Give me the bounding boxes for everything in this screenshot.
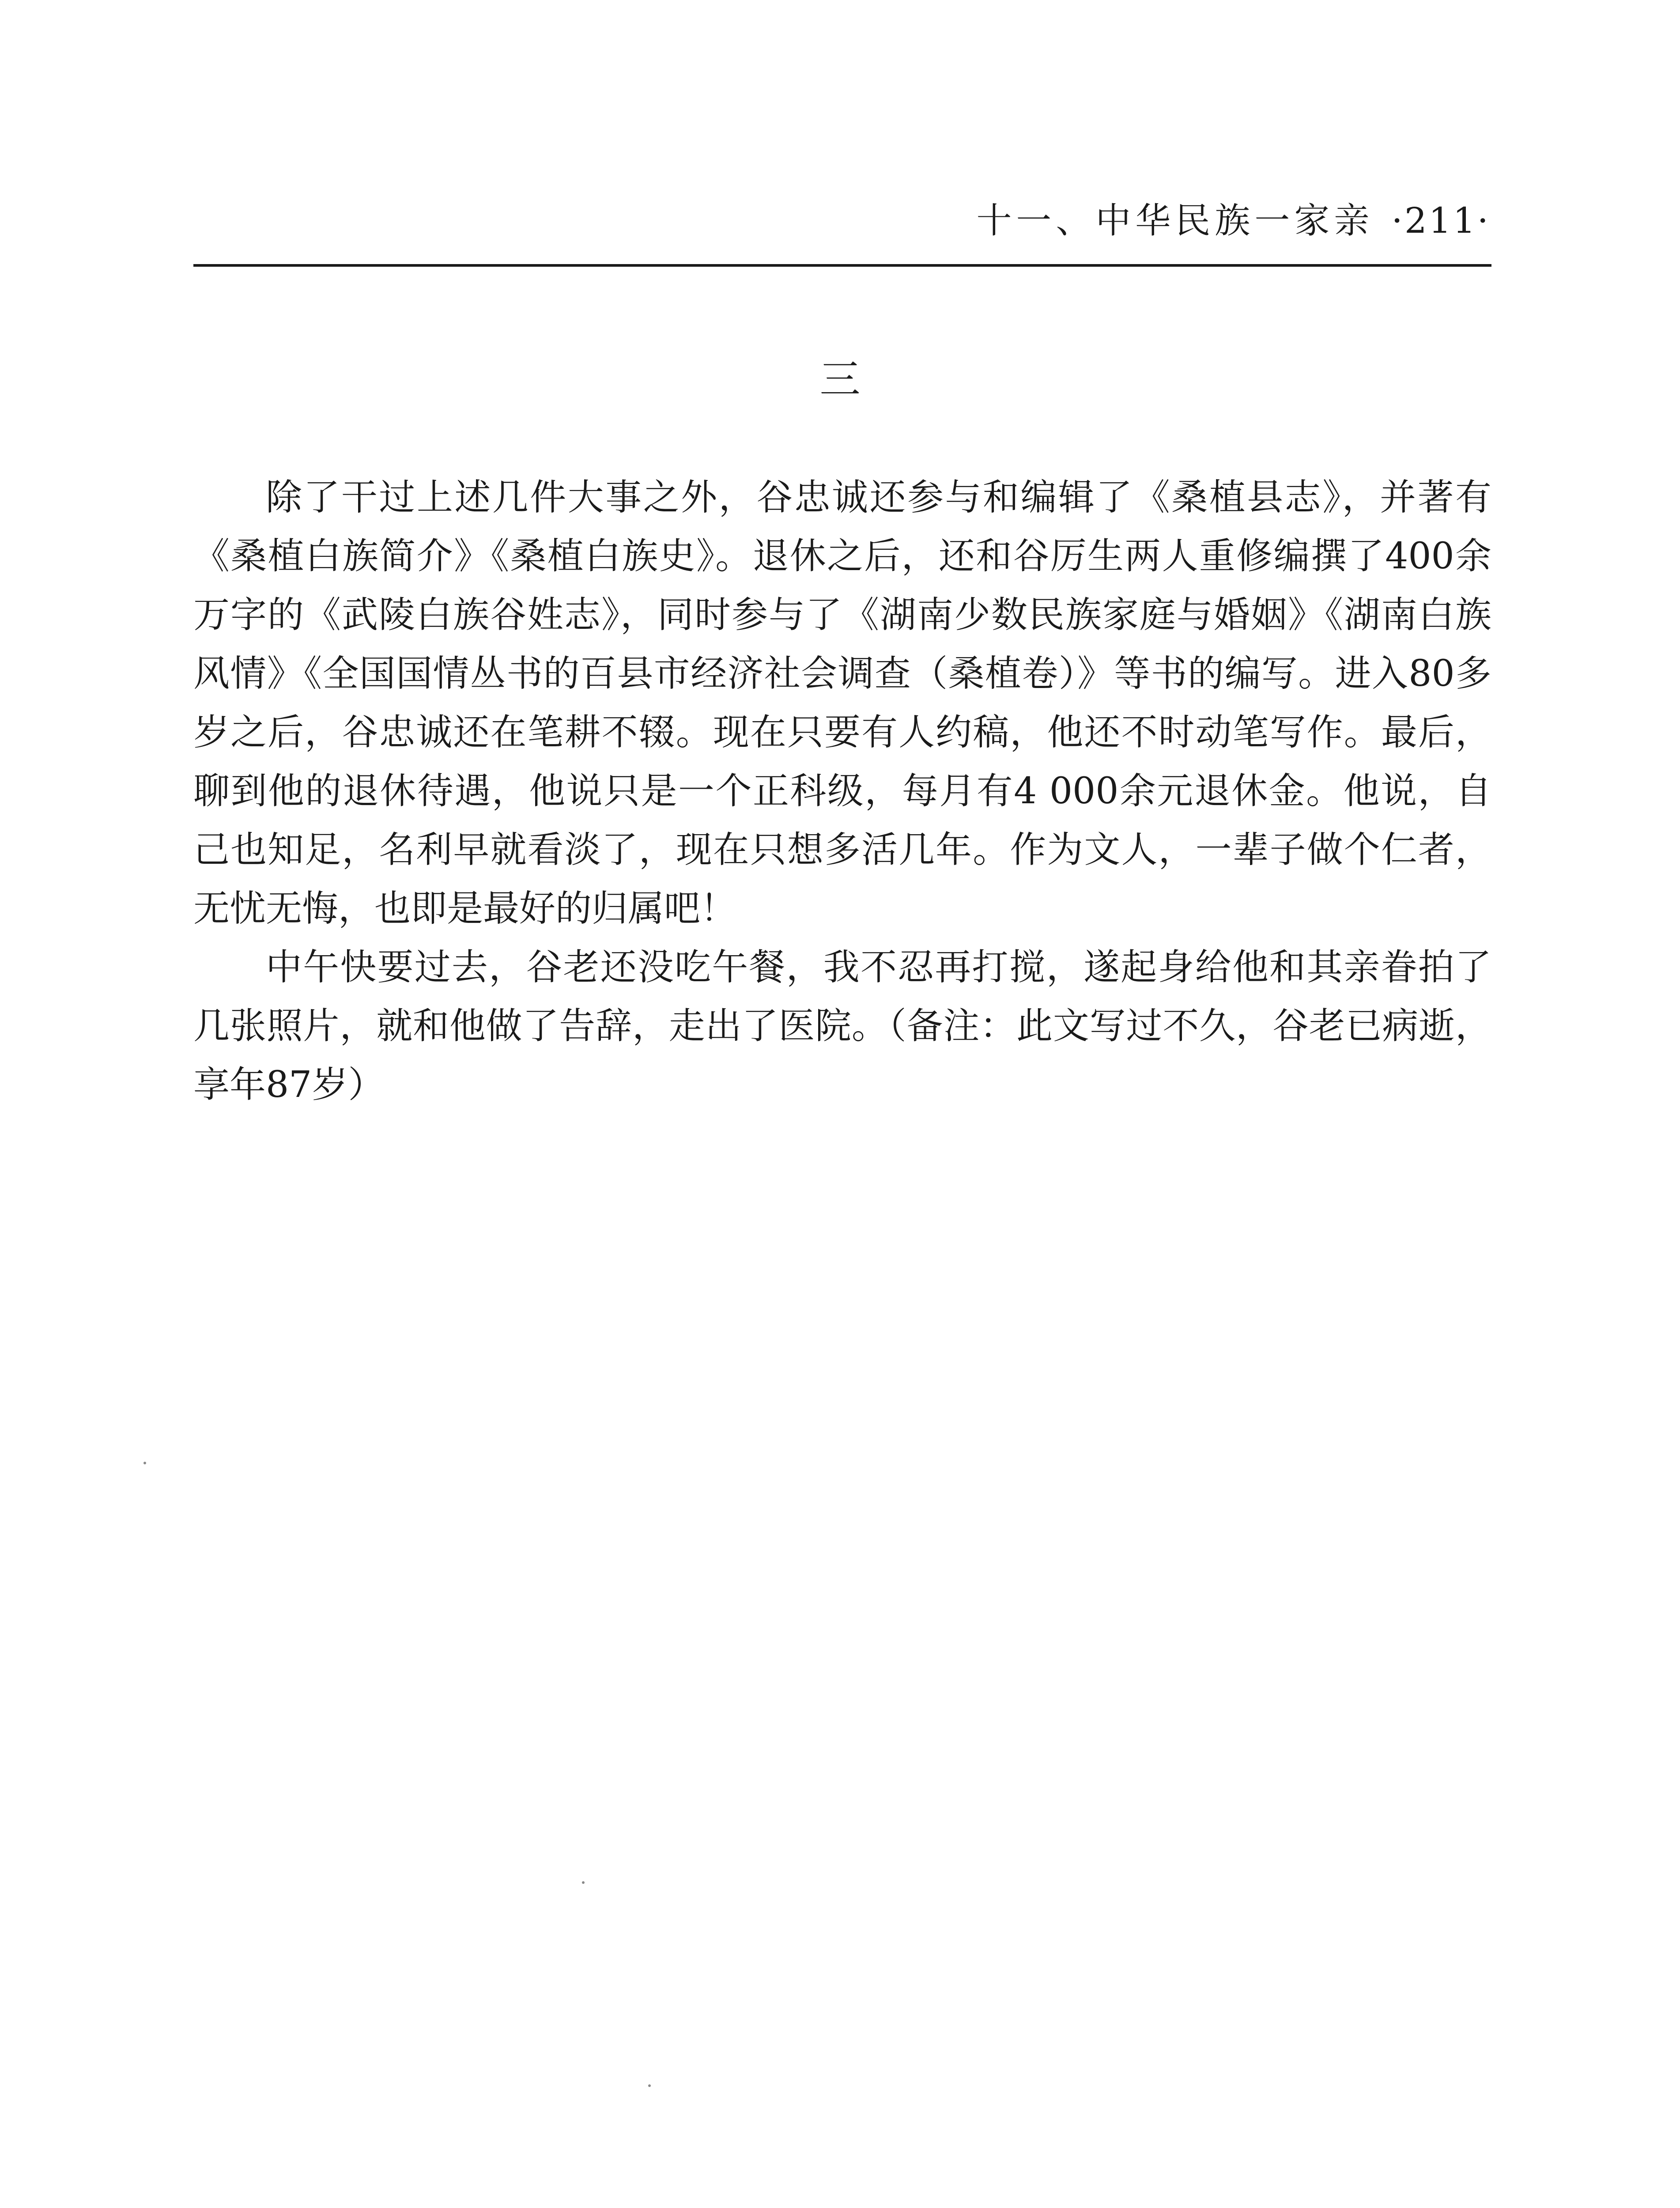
running-head bbox=[976, 199, 1490, 243]
scan-speck bbox=[143, 1462, 146, 1464]
body-text bbox=[193, 468, 1491, 1114]
chapter-title: 十一、中华民族一家亲 bbox=[976, 200, 1374, 241]
scan-speck bbox=[582, 1881, 585, 1884]
scan-speck bbox=[648, 2084, 651, 2087]
paragraph-1: 除了干过上述几件大事之外，谷忠诚还参与和编辑了《桑植县志》，并著有《桑植白族简介》《桑植白族史》。退休之后，还和谷厉生两人重修编撰了400余万字的《武陵白族谷姓志》，同时参与了《湖南少数民族家庭与婚姻》《湖南白族风情》《全国国情丛书的百县市经济社会调查（桑植卷）》等书的编写。进入80多岁之后，谷忠诚还在笔耕不辍。现在只要有人约稿，他还不时动笔写作。最后，聊到他的退休待遇，他说只是一个正科级，每月有4 000余元退休金。他说，自己也知足，名利早就看淡了，现在只想多活几年。作为文人，一辈子做个仁者，无忧无悔，也即是最好的归属吧！ bbox=[193, 476, 1491, 930]
page-number: ·211· bbox=[1391, 200, 1490, 241]
paragraph-2: 中午快要过去，谷老还没吃午餐，我不忍再打搅，遂起身给他和其亲眷拍了几张照片，就和他做了告辞，走出了医院。（备注：此文写过不久，谷老已病逝，享年87岁） bbox=[193, 946, 1491, 1106]
header-rule bbox=[193, 264, 1491, 267]
section-title: 三 bbox=[819, 356, 861, 403]
